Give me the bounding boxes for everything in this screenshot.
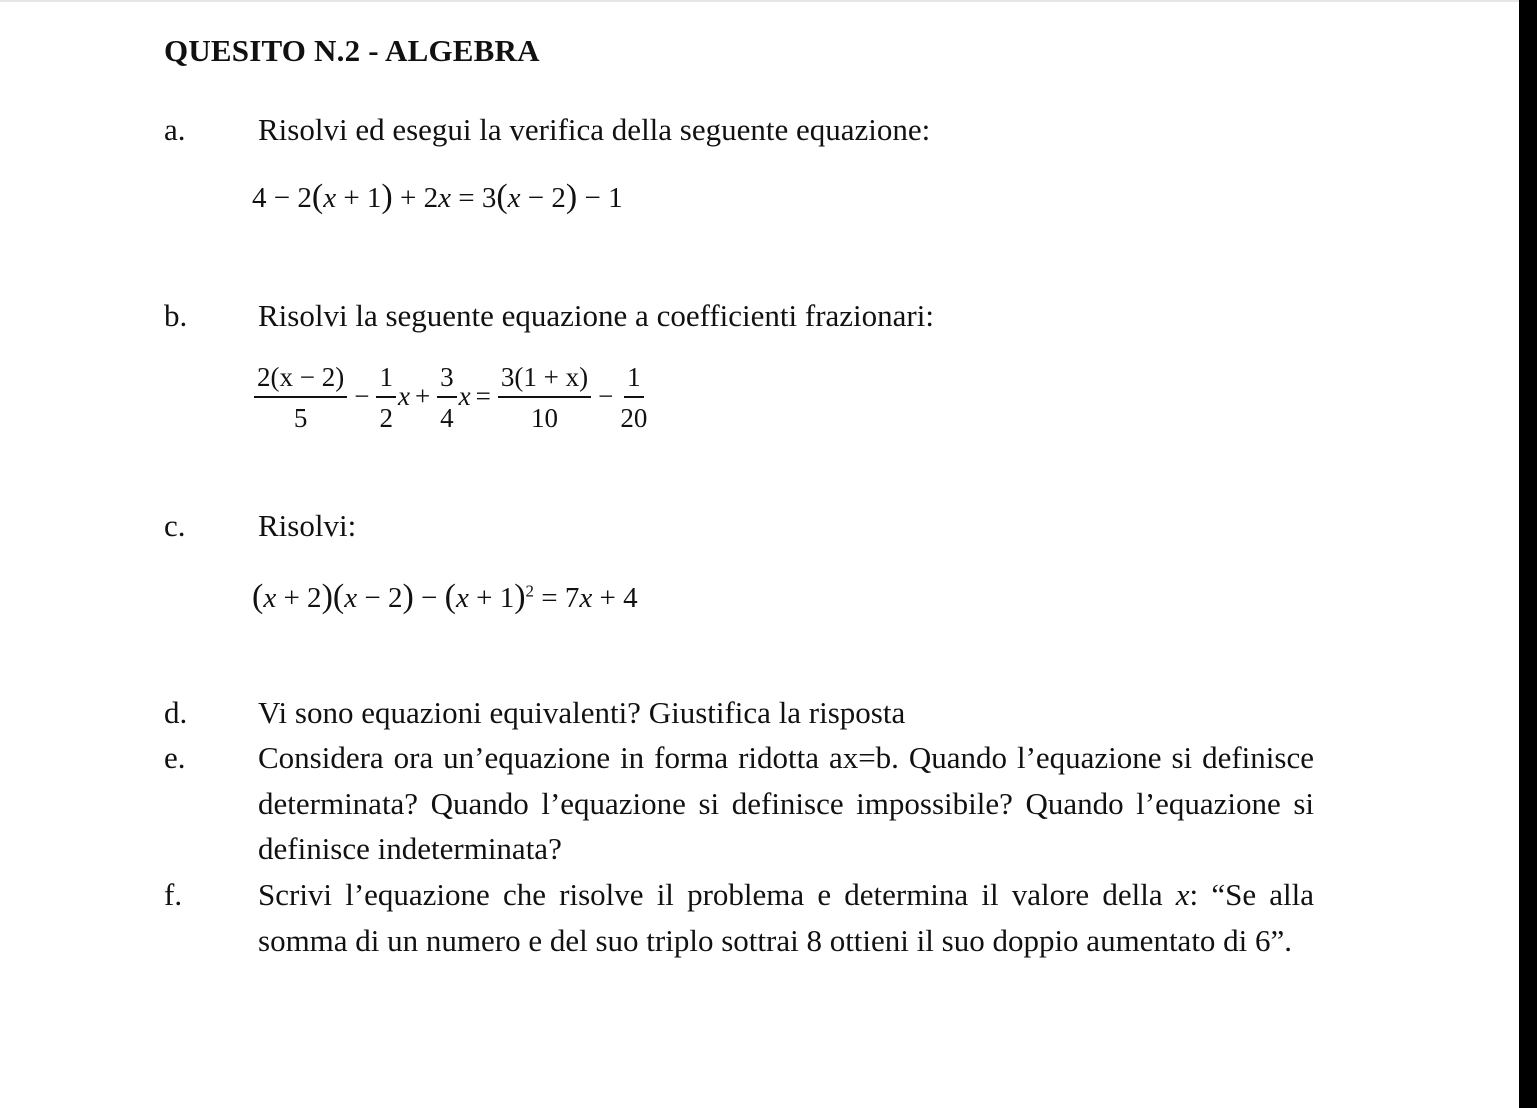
page-right-border (1519, 0, 1537, 1108)
fraction-5: $\frac{1}{20}$ (620, 362, 648, 433)
fraction-1: $\frac{2(x - 2)}{5}$ (254, 360, 347, 432)
item-f-label: f. (164, 877, 183, 912)
fraction-4: $\frac{3(1 + x)}{10}$ (498, 360, 591, 432)
item-d-text: Vi sono equazioni equivalenti? Giustifica la risposta (258, 695, 906, 730)
item-b-text: Risolvi la seguente equazione a coefficienti frazionari: (258, 298, 934, 333)
equation-a: 4 − 2(x + 1) + 2x = 3(x − 2) − 1 (252, 178, 623, 215)
page-top-edge (0, 0, 1519, 2)
item-c-label: c. (164, 508, 186, 543)
item-a-label: a. (164, 112, 186, 147)
fraction-2: $\frac{1}{2}$ (376, 360, 396, 432)
item-c-text: Risolvi: (258, 508, 357, 543)
item-f-text: Scrivi l’equazione che risolve il problema e determina il valore della x: “Se alla somma di un numero e del suo triplo sottrai 8 ottieni il suo doppio aumentato di 6”. (258, 877, 1314, 958)
fraction-3: $\frac{3}{4}$ (437, 360, 457, 432)
page-title: QUESITO N.2 - ALGEBRA (164, 33, 540, 68)
item-a-text: Risolvi ed esegui la verifica della seguente equazione: (258, 112, 931, 147)
item-d-label: d. (164, 695, 188, 730)
equation-c: $(x + 2)(x - 2) - (x + 1)^2 = 7x + 4$ (252, 578, 638, 615)
item-e-text: Considera ora un’equazione in forma ridotta ax=b. Quando l’equazione si definisce determinata? Quando l’equazione si definisce impossibile? Quando l’equazione si definisce indeterminata? (258, 740, 1314, 866)
item-b-label: b. (164, 298, 188, 333)
item-e-label: e. (164, 740, 186, 775)
equation-b: $\frac{2(x - 2)}{5}$ − $\frac{1}{2}$ x + $\frac{3}{4}$ x = $\frac{3(1 + x)}{10}$ − $\frac{1}{20}$ (252, 360, 649, 432)
